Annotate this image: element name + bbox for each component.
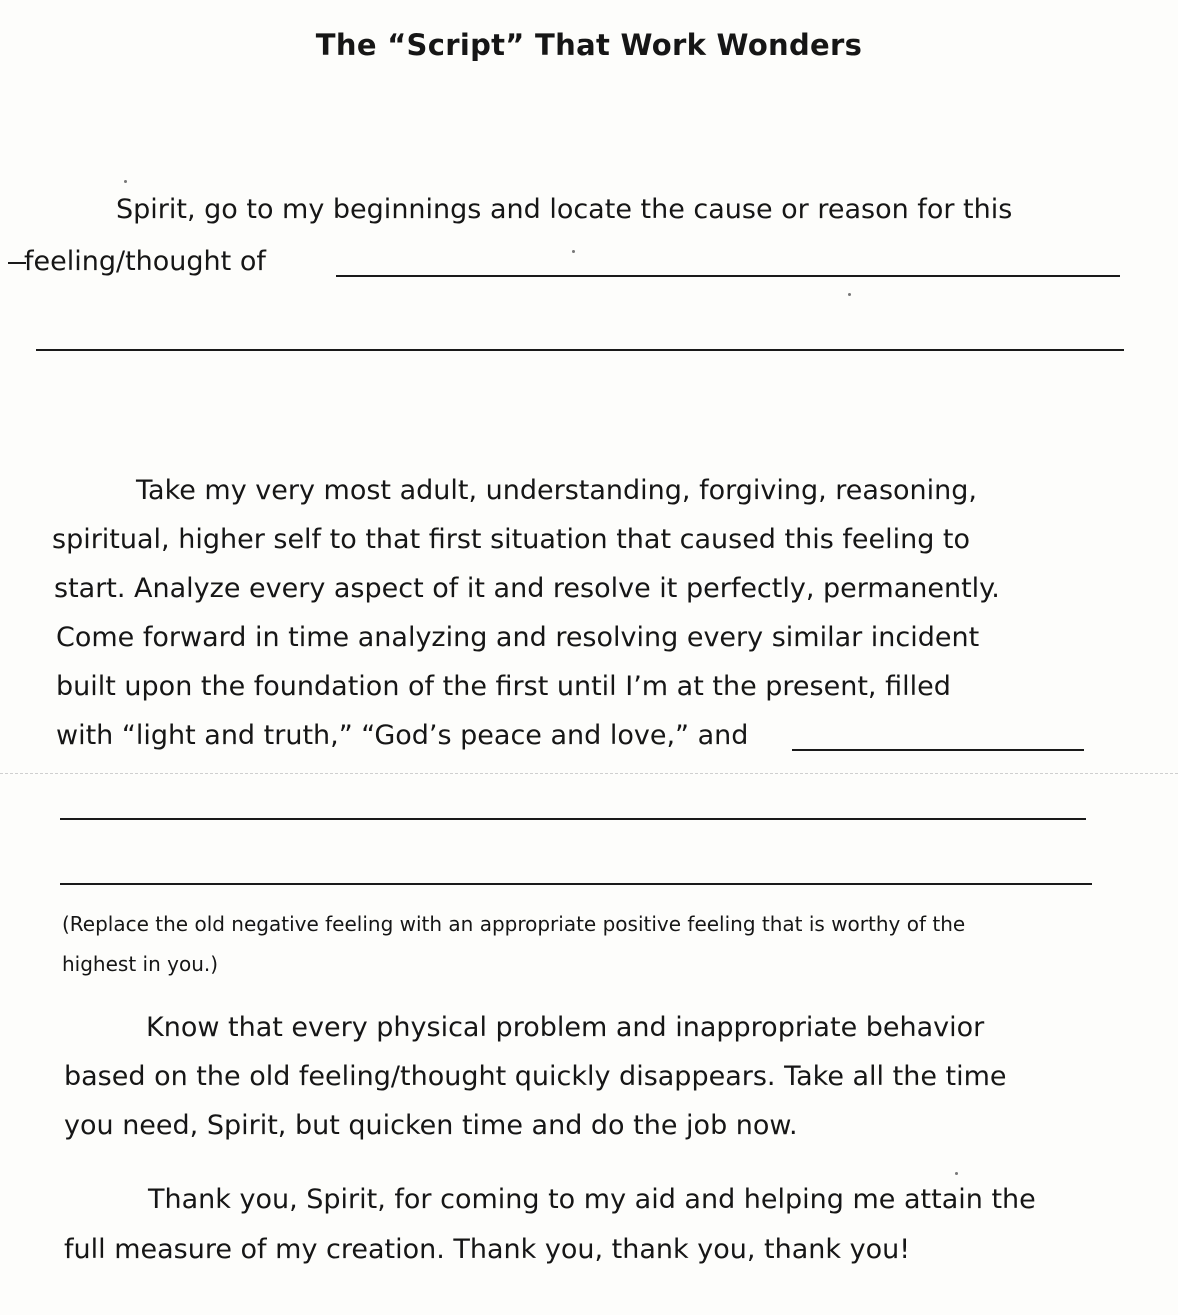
feeling-blank-line-2 [36,349,1124,351]
paragraph4-line2: full measure of my creation. Thank you, thank you, thank you! [64,1234,911,1265]
paragraph1-line1: Spirit, go to my beginnings and locate the cause or reason for this [116,194,1013,225]
page-title: The “Script” That Work Wonders [315,28,863,62]
paragraph2-line1: Take my very most adult, understanding, forgiving, reasoning, [136,475,977,506]
paragraph2-line6: with “light and truth,” “God’s peace and love,” and [56,720,749,751]
paragraph2-line3: start. Analyze every aspect of it and resolve it perfectly, permanently. [54,573,1000,604]
paper-fold-crease [0,773,1178,774]
feeling-blank-line-1 [336,275,1120,277]
positive-feeling-blank-line-2 [60,818,1086,820]
note-line2: highest in you.) [62,952,219,976]
note-line1: (Replace the old negative feeling with an appropriate positive feeling that is worthy of the [62,912,966,936]
positive-feeling-blank-line-3 [60,883,1092,885]
paragraph2-line2: spiritual, higher self to that first situation that caused this feeling to [52,524,971,555]
paragraph2-line4: Come forward in time analyzing and resolving every similar incident [56,622,980,653]
scan-speck [572,250,575,253]
scan-speck [848,293,851,296]
paragraph4-line1: Thank you, Spirit, for coming to my aid and helping me attain the [148,1184,1036,1215]
paragraph2-line5: built upon the foundation of the first until I’m at the present, filled [56,671,951,702]
paragraph3-line2: based on the old feeling/thought quickly disappears. Take all the time [64,1061,1007,1092]
paragraph3-line1: Know that every physical problem and inappropriate behavior [146,1012,985,1043]
positive-feeling-blank-line-1 [792,749,1084,751]
scan-speck [955,1172,958,1175]
paragraph3-line3: you need, Spirit, but quicken time and do the job now. [64,1110,798,1141]
paragraph1-line2: feeling/thought of [24,246,266,277]
scan-speck [124,180,127,183]
